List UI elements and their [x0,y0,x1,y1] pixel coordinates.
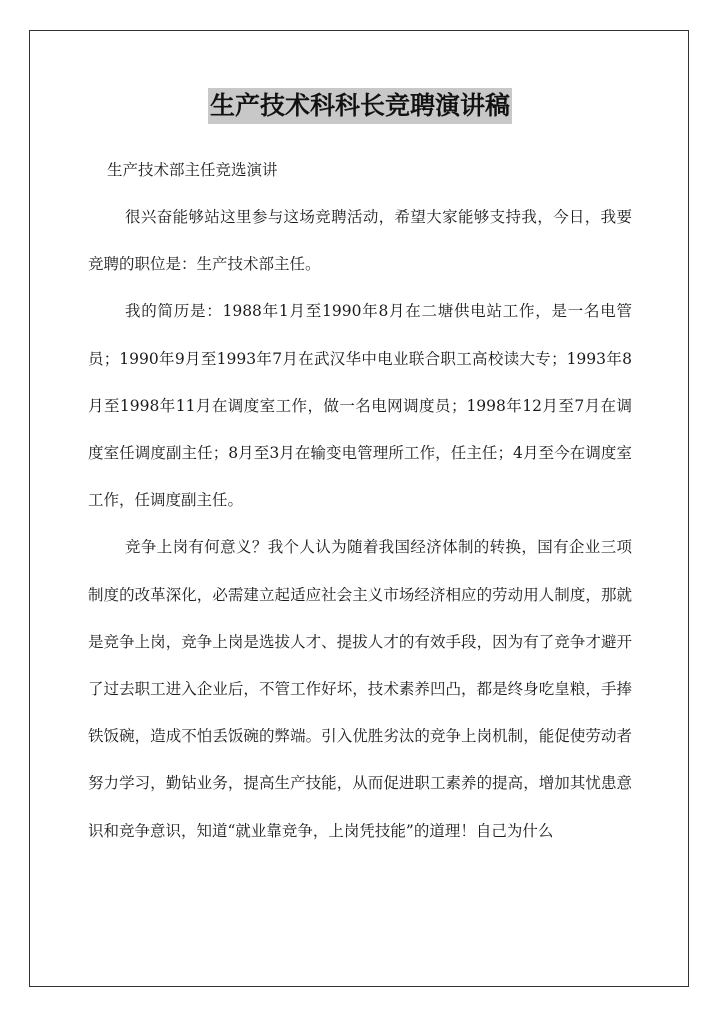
paragraph-intro: 很兴奋能够站这里参与这场竞聘活动，希望大家能够支持我，今日，我要竞聘的职位是：生产技术部主任。 [88,208,632,274]
document-title: 生产技术科科长竞聘演讲稿 [208,88,512,124]
document-body [88,194,632,855]
paragraph-resume: 我的简历是：1988年1月至1990年8月在二塘供电站工作，是一名电管员；1990年9月至1993年7月在武汉华中电业联合职工高校读大专；1993年8月至1998年11月在调度室工作，做一名电网调度员；1998年12月至7月在调度室任调度副主任；8月至3月在输变电管理所工作，任主任；4月至今在调度室工作，任调度副主任。 [88,302,632,510]
document-subtitle: 生产技术部主任竞选演讲 [107,161,278,179]
title-container [0,88,720,124]
paragraph-significance: 竞争上岗有何意义？我个人认为随着我国经济体制的转换，国有企业三项制度的改革深化，必需建立起适应社会主义市场经济相应的劳动用人制度，那就是竞争上岗，竞争上岗是选拔人才、提拔人才的有效手段，因为有了竞争才避开了过去职工进入企业后，不管工作好坏，技术素养凹凸，都是终身吃皇粮，手捧铁饭碗，造成不怕丢饭碗的弊端。引入优胜劣汰的竞争上岗机制，能促使劳动者努力学习，勤钻业务，提高生产技能，从而促进职工素养的提高，增加其忧患意识和竞争意识，知道“就业靠竞争，上岗凭技能”的道理！自己为什么 [88,538,632,840]
